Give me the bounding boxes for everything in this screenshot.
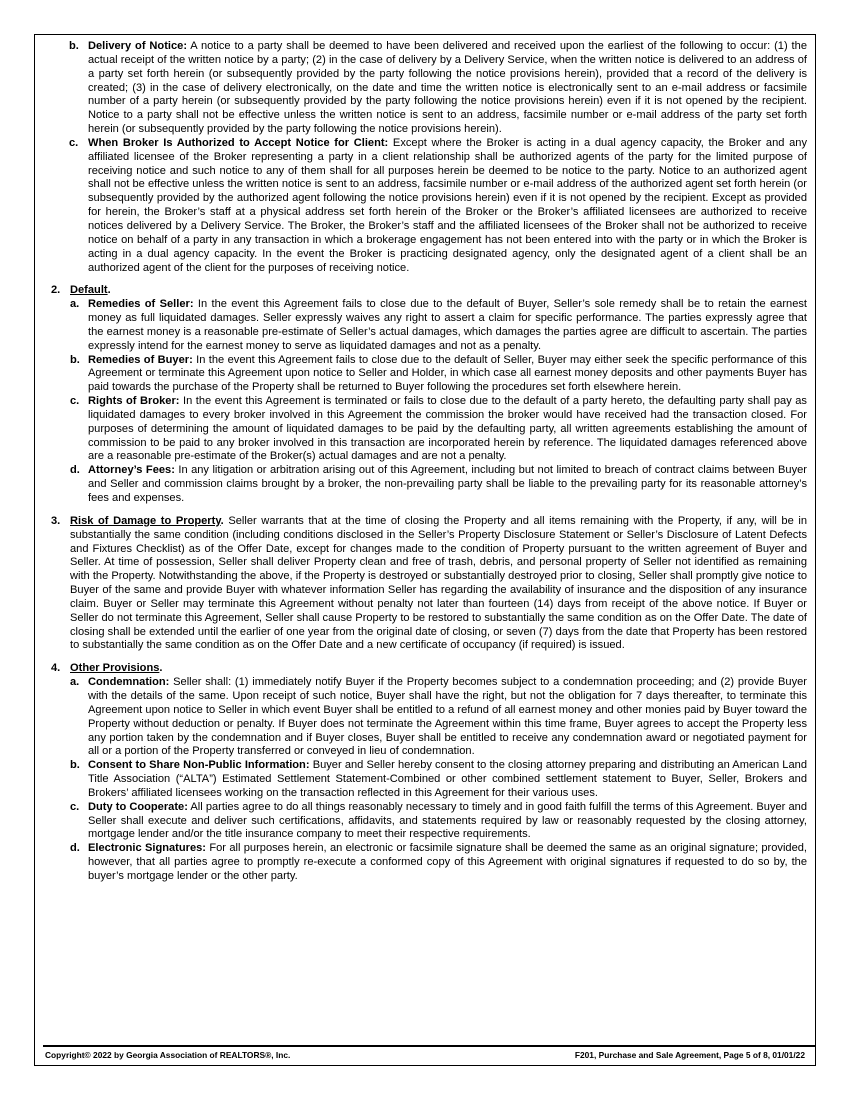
list-item <box>70 759 807 801</box>
item-heading: Delivery of Notice: <box>88 40 188 52</box>
section-title: Risk of Damage to Property <box>70 514 221 527</box>
item-label: c. <box>70 395 80 408</box>
item-text: In the event this Agreement fails to close due to the default of Buyer, Seller’s sole remedy shall be to retain the earnest money as full liquidated damages. Seller expressly waives any right to assert a claim for specific performance. The parties expressly agree that the earnest money is a reasonable pre-estimate of Seller’s actual damages, which damages the parties agree are difficult to ascertain. The parties expressly intend for the earnest money to serve as liquidated damages and not as a penalty. <box>88 298 807 352</box>
item-label: b. <box>69 40 79 52</box>
item-text: All parties agree to do all things reasonably necessary to timely and in good faith fulfill the terms of this Agreement. Buyer and Seller shall execute and deliver such certifications, affidavits, and statements required by law or reasonably requested by the closing attorney, mortgage lender and/or the title insurance company to meet their respective requirements. <box>88 800 807 841</box>
section-number: 4. <box>51 662 61 675</box>
item-text: A notice to a party shall be deemed to have been delivered and received upon the earliest of the following to occur: (1) the actual receipt of the written notice by a party; (2) in the case of delivery by a Delivery Service, when the written notice is delivered to an address of a party set forth herein (or subsequently provided by the party following the notice provisions herein), provided that a record of the delivery is created; (3) in the case of delivery electronically, on the date and time the written notice is electronically sent to an e-mail address or facsimile number of a party herein (or subsequently provided by the party following the notice provisions herein) even if it is not opened by the recipient. Notice to a party shall not be effective unless the written notice is sent to an address, facsimile number or e-mail address of the party set forth herein (or subsequently provided by the party following the notice provisions herein). <box>88 40 807 136</box>
list-item <box>70 354 807 396</box>
list-item <box>70 395 807 464</box>
item-label: d. <box>70 464 80 477</box>
item-label: b. <box>70 353 80 366</box>
copyright-notice: Copyright© 2022 by Georgia Association of REALTORS®, Inc. <box>45 1050 291 1060</box>
section-title: Other Provisions <box>70 662 160 675</box>
item-label: a. <box>70 298 80 311</box>
item-heading: Attorney’s Fees: <box>88 464 175 477</box>
page-frame <box>34 34 816 1066</box>
section-number: 3. <box>51 514 61 527</box>
item-label: b. <box>70 759 80 772</box>
broker-notice-item <box>51 137 807 275</box>
list-item <box>70 676 807 759</box>
section-default: 2. Default. a. Remedies of Seller: In the event this Agreement fails to close due to the default of Buyer, Seller’s sole remedy shall be to retain the earnest money as full liquidated damages. Seller expressly waives any right to assert a claim for specific performance. The parties expressly agree that the earnest money is a reasonable pre-estimate of Seller’s actual damages, which damages the parties agree are difficult to ascertain. The parties expressly intend for the earnest money to serve as liquidated damages and not as a penalty. b. Remedies of Buyer: In the event this Agreement fails to close due to the default of Seller, Buyer may either seek the specific performance of this Agreement or terminate this Agreement upon notice to Seller and Holder, in which case all earnest money deposits and other payments Buyer has paid towards the purchase of the Property shall be returned to Buyer following the procedures set forth elsewhere herein. c. Rights of Broker: In the event this Agreement is terminated or fails to close due to the default of a party hereto, the defaulting party shall pay as liquidated damages to every broker involved in this Agreement the commission the broker would have received had the transaction closed. For purposes of determining the amount of liquidated damages to be paid by the defaulting party, all written agreements establishing the amount of commission to be paid to any broker involved in this transaction are incorporated herein by reference. The liquidated damages referenced above are a reasonable pre-estimate of the Broker(s) actual damages and are not a penalty. d. Attorney’s Fees: In any litigation or arbitration arising out of this Agreement, including but not limited to breach of contract claims between Buyer and Seller and commission claims brought by a broker, the non-prevailing party shall be liable to the prevailing party for its reasonable attorney’s fees and expenses. <box>51 284 807 504</box>
item-heading: When Broker Is Authorized to Accept Notice for Client: <box>88 136 389 149</box>
item-heading: Electronic Signatures: <box>88 842 206 855</box>
section-other-provisions: 4. Other Provisions. a. Condemnation: Seller shall: (1) immediately notify Buyer if the Property becomes subject to a condemnation proceeding; and (2) provide Buyer with the details of the same. Upon receipt of such notice, Buyer shall have the right, but not the obligation for 7 days thereafter, to terminate this Agreement upon notice to Seller in which event Buyer shall be entitled to a refund of all earnest money and other monies paid by Buyer toward the Property without deduction or penalty. If Buyer does not terminate the Agreement within this time frame, Buyer agrees to accept the Property less any portion taken by the condemnation and if Buyer closes, Buyer shall be entitled to receive any condemnation award or negotiated payment for all or a portion of the Property transferred or conveyed in lieu of condemnation. b. Consent to Share Non-Public Information: Buyer and Seller hereby consent to the closing attorney preparing and distributing an American Land Title Association (“ALTA”) Estimated Settlement Statement-Combined or other combined settlement statement to Buyer, Seller, Brokers and Brokers’ affiliated licensees working on the transaction reflected in this Agreement for their various uses. c. Duty to Cooperate: All parties agree to do all things reasonably necessary to timely and in good faith fulfill the terms of this Agreement. Buyer and Seller shall execute and deliver such certifications, affidavits, and statements required by law or reasonably requested by the closing attorney, mortgage lender and/or the title insurance company to meet their respective requirements. d. Electronic Signatures: For all purposes herein, an electronic or facsimile signature shall be deemed the same as an original signature; provided, however, that all parties agree to promptly re-execute a conformed copy of this Agreement with original signatures if requested to do so by, the buyer’s mortgage lender or the other party. <box>51 662 807 882</box>
form-page-info: F201, Purchase and Sale Agreement, Page 5 of 8, 01/01/22 <box>574 1050 805 1060</box>
item-label: d. <box>70 842 80 855</box>
list-item <box>70 298 807 353</box>
item-text: In the event this Agreement fails to close due to the default of Seller, Buyer may either seek the specific performance of this Agreement or terminate this Agreement upon notice to Seller and Holder, in which case all earnest money deposits and other payments Buyer has paid towards the purchase of the Property shall be returned to Buyer following the procedures set forth elsewhere herein. <box>88 353 807 394</box>
document-body <box>51 40 807 884</box>
notice-delivery-item <box>51 40 807 137</box>
item-text: In the event this Agreement is terminated or fails to close due to the default of a party hereto, the defaulting party shall pay as liquidated damages to every broker involved in this Agreement the commission the broker would have received had the transaction closed. For purposes of determining the amount of liquidated damages to be paid by the defaulting party, all written agreements establishing the amount of commission to be paid to any broker involved in this transaction are incorporated herein by reference. The liquidated damages referenced above are a reasonable pre-estimate of the Broker(s) actual damages and are not a penalty. <box>88 395 807 463</box>
item-heading: Remedies of Buyer: <box>88 353 193 366</box>
section-number: 2. <box>51 284 61 297</box>
section-title: Default <box>70 284 108 297</box>
list-item <box>70 801 807 843</box>
page-footer <box>45 1050 805 1060</box>
item-label: a. <box>70 676 80 689</box>
item-heading: Duty to Cooperate: <box>88 800 188 813</box>
item-label: c. <box>70 800 80 813</box>
item-label: c. <box>69 136 79 149</box>
item-text: Except where the Broker is acting in a dual agency capacity, the Broker and any affiliated licensee of the Broker representing a party in a client relationship shall be authorized agents of the party for the limited purpose of receiving notice and such notice to any of them shall for all purposes herein be deemed to be notice to the party. Notice to an authorized agent shall not be effective unless the written notice is sent to an address, facsimile number or e-mail address of the authorized agent set forth herein (or subsequently provided by the authorized agent following the notice provisions herein) even if it is not opened by the recipient. Except as provided for herein, the Broker’s staff at a physical address set forth herein of the Broker or the Broker’s affiliated licensees are authorized to receive notices delivered by a Delivery Service. The Broker, the Broker’s staff and the affiliated licensees of the Broker shall not be authorized to receive notice on behalf of a party in any transaction in which a brokerage engagement has not been entered into with the party or in which the Broker is acting in a dual agency capacity. In the event the Broker is practicing designated agency, only the designated agent of a client shall be an authorized agent of the client for the purposes of receiving notice. <box>88 136 807 274</box>
footer-divider <box>43 1045 815 1047</box>
list-item <box>70 842 807 884</box>
item-text: Seller shall: (1) immediately notify Buyer if the Property becomes subject to a condemnation proceeding; and (2) provide Buyer with the details of the same. Upon receipt of such notice, Buyer shall have the right, but not the obligation for 7 days thereafter, to terminate this Agreement upon notice to Seller in which event Buyer shall be entitled to a refund of all earnest money and other monies paid by Buyer toward the Property without deduction or penalty. If Buyer does not terminate the Agreement within this time frame, Buyer agrees to accept the Property less any portion taken by the condemnation and if Buyer closes, Buyer shall be entitled to receive any condemnation award or negotiated payment for all or a portion of the Property transferred or conveyed in lieu of condemnation. <box>88 676 807 758</box>
item-heading: Condemnation: <box>88 676 170 689</box>
item-text: Buyer and Seller hereby consent to the closing attorney preparing and distributing an American Land Title Association (“ALTA”) Estimated Settlement Statement-Combined or other combined settlement statement to Buyer, Seller, Brokers and Brokers’ affiliated licensees working on the transaction reflected in this Agreement for their various uses. <box>88 759 807 799</box>
item-heading: Remedies of Seller: <box>88 298 194 311</box>
item-text: In any litigation or arbitration arising out of this Agreement, including but not limited to breach of contract claims between Buyer and Seller and commission claims brought by a broker, the non-prevailing party shall be liable to the prevailing party for its reasonable attorney’s fees and expenses. <box>88 464 807 504</box>
section-risk: 3. Risk of Damage to Property. Seller warrants that at the time of closing the Property and all items remaining with the Property, if any, will be in substantially the same condition (including conditions disclosed in the Seller’s Property Disclosure Statement or Seller’s Disclosure of Latent Defects and Fixtures Checklist) as of the Offer Date, except for changes made to the condition of Property pursuant to the written agreement of Buyer and Seller. At time of possession, Seller shall deliver Property clean and free of trash, debris, and personal property of Seller not identified as remaining with the Property. Notwithstanding the above, if the Property is destroyed or substantially destroyed prior to closing, Seller shall promptly give notice to Buyer of the same and provide Buyer with whatever information Seller has regarding the availability of insurance and the disposition of any insurance claim. Buyer or Seller may terminate this Agreement without penalty not later than fourteen (14) days from receipt of the above notice. If Buyer or Seller do not terminate this Agreement, Seller shall cause Property to be restored to substantially the same condition as on the Offer Date. The date of closing shall be extended until the earlier of one year from the original date of closing, or seven (7) days from the date that Property has been restored to substantially the same condition as on the Offer Date and a new certificate of occupancy (if required) is issued. <box>51 514 807 652</box>
item-heading: Rights of Broker: <box>88 395 180 408</box>
section-text: Seller warrants that at the time of closing the Property and all items remaining with the Property, if any, will be in substantially the same condition (including conditions disclosed in the Seller’s Property Disclosure Statement or Seller’s Disclosure of Latent Defects and Fixtures Checklist) as of the Offer Date, except for changes made to the condition of Property pursuant to the written agreement of Buyer and Seller. At time of possession, Seller shall deliver Property clean and free of trash, debris, and personal property of Seller not identified as remaining with the Property. Notwithstanding the above, if the Property is destroyed or substantially destroyed prior to closing, Seller shall promptly give notice to Buyer of the same and provide Buyer with whatever information Seller has regarding the availability of insurance and the disposition of any insurance claim. Buyer or Seller may terminate this Agreement without penalty not later than fourteen (14) days from receipt of the above notice. If Buyer or Seller do not terminate this Agreement, Seller shall cause Property to be restored to substantially the same condition as on the Offer Date. The date of closing shall be extended until the earlier of one year from the original date of closing, or seven (7) days from the date that Property has been restored to substantially the same condition as on the Offer Date and a new certificate of occupancy (if required) is issued. <box>70 514 807 652</box>
item-heading: Consent to Share Non-Public Information: <box>88 759 310 772</box>
list-item <box>70 464 807 506</box>
item-text: For all purposes herein, an electronic or facsimile signature shall be deemed the same as an original signature; provided, however, that all parties agree to promptly re-execute a conformed copy of this Agreement with original signatures if requested to do so by, the buyer’s mortgage lender or the other party. <box>88 842 807 882</box>
